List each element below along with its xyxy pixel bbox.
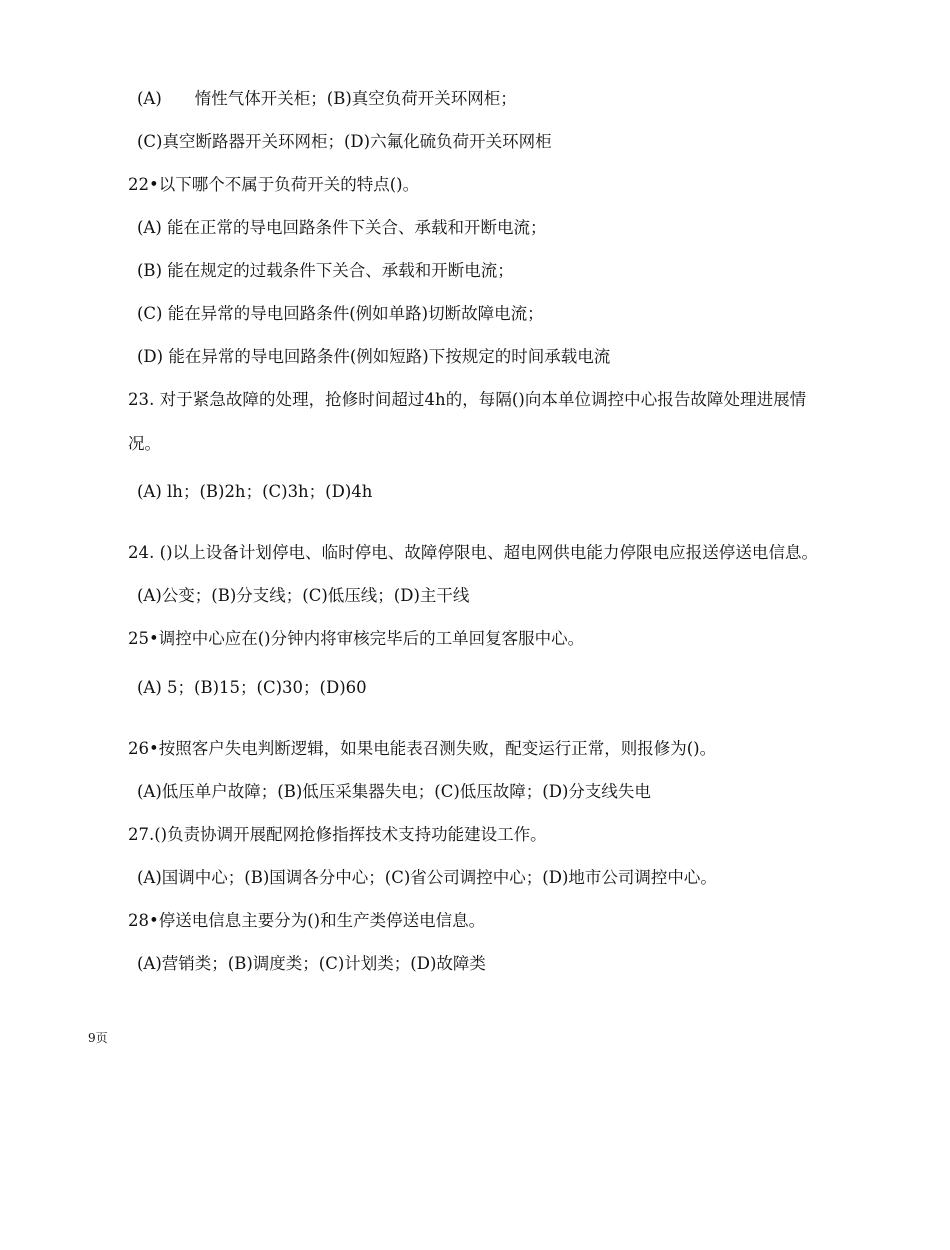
q28-question: 28•停送电信息主要分为()和生产类停送电信息。 — [128, 911, 486, 930]
q26-question: 26•按照客户失电判断逻辑，如果电能表召测失败，配变运行正常，则报修为()。 — [128, 739, 717, 758]
q21-options-cd: (C)真空断路器开关环网柜；(D)六氟化硫负荷开关环网柜 — [137, 132, 552, 151]
q22-question: 22•以下哪个不属于负荷开关的特点()。 — [128, 175, 420, 194]
page-number: 9页 — [88, 1031, 108, 1045]
q26-options: (A)低压单户故障；(B)低压采集器失电；(C)低压故障；(D)分支线失电 — [137, 782, 651, 801]
q23-question-line2: 况。 — [128, 434, 161, 453]
q25-options: (A) 5；(B)15；(C)30；(D)60 — [137, 678, 367, 697]
q27-options: (A)国调中心；(B)国调各分中心；(C)省公司调控中心；(D)地市公司调控中心。 — [137, 868, 717, 887]
q24-options: (A)公变；(B)分支线；(C)低压线；(D)主干线 — [137, 586, 470, 605]
q22-option-a: (A) 能在正常的导电回路条件下关合、承载和开断电流； — [137, 218, 547, 237]
q22-option-d: (D) 能在异常的导电回路条件(例如短路)下按规定的时间承载电流 — [137, 347, 611, 366]
q23-question-line1: 23. 对于紧急故障的处理，抢修时间超过4h的，每隔()向本单位调控中心报告故障处理进展情 — [128, 390, 807, 409]
q27-question: 27.()负责协调开展配网抢修指挥技术支持功能建设工作。 — [128, 825, 547, 844]
q24-question: 24. ()以上设备计划停电、临时停电、故障停限电、超电网供电能力停限电应报送停送电信息。 — [128, 543, 819, 562]
q28-options: (A)营销类；(B)调度类；(C)计划类；(D)故障类 — [137, 954, 486, 973]
q23-options: (A) lh；(B)2h；(C)3h；(D)4h — [137, 482, 373, 501]
q22-option-b: (B) 能在规定的过载条件下关合、承载和开断电流； — [137, 261, 514, 280]
q25-question: 25•调控中心应在()分钟内将审核完毕后的工单回复客服中心。 — [128, 629, 585, 648]
q22-option-c: (C) 能在异常的导电回路条件(例如单路)切断故障电流； — [137, 304, 544, 323]
q21-options-ab: (A) 惰性气体开关柜；(B)真空负荷开关环网柜； — [137, 89, 517, 108]
